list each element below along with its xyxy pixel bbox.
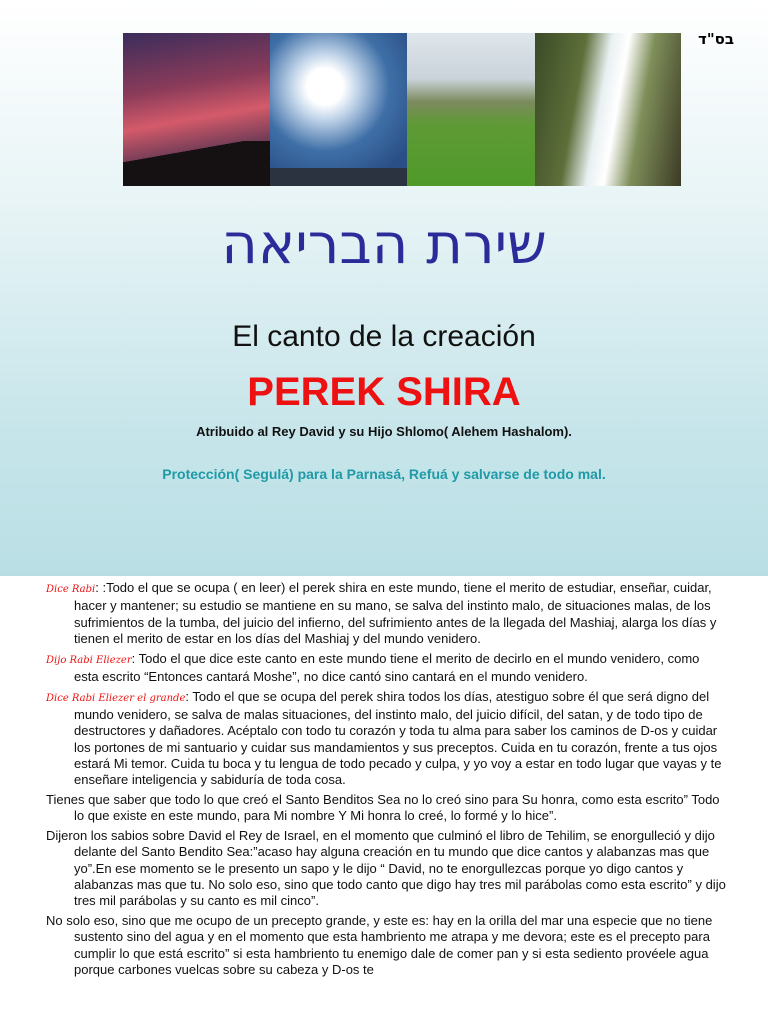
paragraph — [46, 651, 726, 686]
meadow-photo — [407, 33, 535, 186]
paragraph — [46, 913, 726, 978]
speaker-label: Dijo Rabi Eliezer — [46, 654, 132, 666]
hebrew-title: שירת הבריאה — [221, 212, 547, 277]
paragraph-text: : Todo el que se ocupa del perek shira todos los días, atestiguo sobre él que será digno del mundo venidero, se salva de malas situaciones, del instinto malo, del juicio difícil, del satan, y de todo tipo de destructores y dañadores. Acéptalo con todo tu corazón y toda tu alma para saber los caminos de D-os y cuidar los portones de mi santuario y cuidar sus mandamientos y sus preceptos. Cuida en tu corazón, frente a tus ojos estará Mi temor. Cuida tu boca y tu lengua de todo pecado y culpa, y yo voy a estar en todo lugar que vayas y te enseñare inteligencia y sabiduría de toda cosa. — [74, 688, 722, 788]
paragraph-text: Dijeron los sabios sobre David el Rey de Israel, en el momento que culminó el libro de Tehilim, se enorgulleció y dijo delante del Santo Bendito Sea:”acaso hay alguna creación en tu mundo que dice cantos y alabanzas mas que yo”.En ese momento se le presento un sapo y le dijo “ David, no te enorgullezcas porque yo digo cantos y alabanzas mas que tu. No solo eso, sino que todo canto que digo hay tres mil parábolas como esta escrito” y dijo tres mil parábolas y su canto es mil cinco”. — [46, 828, 726, 909]
paragraph — [46, 689, 726, 789]
protection-note: Protección( Segulá) para la Parnasá, Refuá y salvarse de todo mal. — [162, 466, 606, 482]
bsd-mark: בס"ד — [698, 30, 734, 48]
sunset-photo — [123, 33, 270, 186]
paragraph-text: No solo eso, sino que me ocupo de un precepto grande, y este es: hay en la orilla del mar una especie que no tiene sustento sino del agua y en el momento que esta hambriento me atrapa y me devora; este es el precepto para cumplir lo que está escrito” si esta hambriento tu enemigo dale de comer pan y si esta sediento provéele agua porque carbones vuelcas sobre su cabeza y D-os te — [46, 913, 713, 978]
body-text — [46, 580, 726, 982]
paragraph — [46, 580, 726, 647]
paragraph-text: Tienes que saber que todo lo que creó el Santo Benditos Sea no lo creó sino para Su honra, como esta escrito” Todo lo que existe en este mundo, para Mi nombre Y Mi honra lo creé, lo formé y lo hice”. — [46, 792, 720, 824]
photo-strip — [123, 33, 681, 186]
sky-clouds-photo — [270, 33, 407, 186]
paragraph-text: : :Todo el que se ocupa ( en leer) el perek shira en este mundo, tiene el merito de estudiar, enseñar, cuidar, hacer y mantener; su estudio se mantiene en su mano, se salva del instinto malo, de situaciones malas, de los sufrimientos de la tumba, del juicio del infierno, del sufrimiento antes de la llegada del Mashiaj, alarga los días y tienen el merito de estar en los días del Mashiaj y del mundo venidero. — [74, 580, 717, 646]
speaker-label: Dice Rabi — [46, 584, 96, 595]
paragraph — [46, 792, 726, 825]
subtitle: El canto de la creación — [232, 320, 536, 353]
attribution: Atribuido al Rey David y su Hijo Shlomo( Alehem Hashalom). — [196, 424, 572, 439]
river-photo — [535, 33, 681, 186]
speaker-label: Dice Rabi Eliezer el grande — [46, 692, 186, 704]
paragraph — [46, 828, 726, 909]
page-title: PEREK SHIRA — [247, 370, 521, 414]
paragraph-text: : Todo el que dice este canto en este mundo tiene el merito de decirlo en el mundo venidero, como esta escrito “Entonces cantará Moshe”, no dice cantó sino cantará en el mundo venidero. — [74, 650, 700, 684]
